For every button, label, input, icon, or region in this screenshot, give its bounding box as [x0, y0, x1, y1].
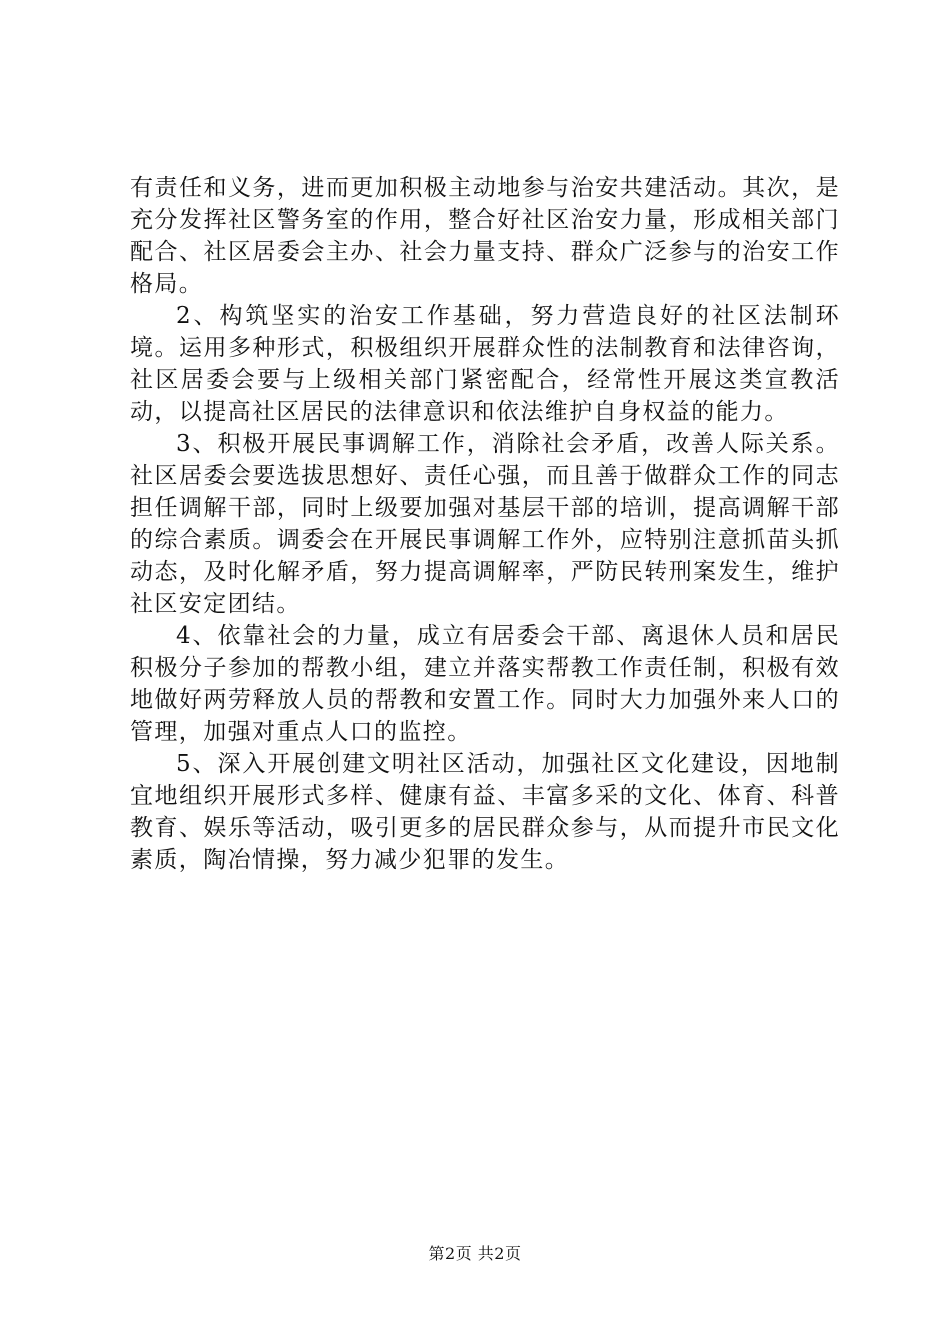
- paragraph-item-4: 4、依靠社会的力量，成立有居委会干部、离退休人员和居民积极分子参加的帮教小组，建立并落实帮教工作责任制，积极有效地做好两劳释放人员的帮教和安置工作。同时大力加强外来人口的管理，加强对重点人口的监控。: [130, 623, 840, 745]
- paragraph-item-5: 5、深入开展创建文明社区活动，加强社区文化建设，因地制宜地组织开展形式多样、健康有益、丰富多采的文化、体育、科普教育、娱乐等活动，吸引更多的居民群众参与，从而提升市民文化素质，陶冶情操，努力减少犯罪的发生。: [130, 751, 840, 873]
- paragraph-item-3: 3、积极开展民事调解工作，消除社会矛盾，改善人际关系。社区居委会要选拔思想好、责任心强，而且善于做群众工作的同志担任调解干部，同时上级要加强对基层干部的培训，提高调解干部的综合素质。调委会在开展民事调解工作外，应特别注意抓苗头抓动态，及时化解矛盾，努力提高调解率，严防民转刑案发生，维护社区安定团结。: [130, 431, 840, 617]
- document-body: [130, 172, 840, 876]
- paragraph-continuation: 有责任和义务，进而更加积极主动地参与治安共建活动。其次，是充分发挥社区警务室的作用，整合好社区治安力量，形成相关部门配合、社区居委会主办、社会力量支持、群众广泛参与的治安工作格局。: [130, 175, 840, 297]
- paragraph-item-2: 2、构筑坚实的治安工作基础，努力营造良好的社区法制环境。运用多种形式，积极组织开展群众性的法制教育和法律咨询，社区居委会要与上级相关部门紧密配合，经常性开展这类宣教活动，以提高社区居民的法律意识和依法维护自身权益的能力。: [130, 303, 840, 425]
- page-number-footer: 第2页 共2页: [428, 1244, 522, 1263]
